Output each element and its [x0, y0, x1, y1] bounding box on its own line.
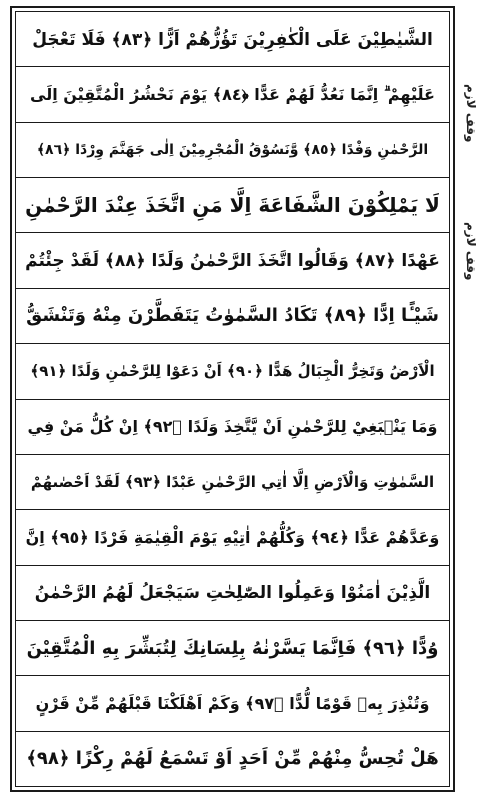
margin-note-waqf-lazim: وقف لازم: [464, 222, 478, 281]
verse-line-2: [16, 67, 449, 122]
verse-line-6: [16, 289, 449, 344]
verse-line-text: الَّذِيْنَ اٰمَنُوْا وَعَمِلُوا الصّٰلِحٰتِ سَيَجْعَلُ لَهُمُ الرَّحْمٰنُ: [34, 582, 431, 603]
verse-line-text: وُدًّا ﴿٩٦﴾ فَاِنَّمَا يَسَّرْنٰهُ بِلِسَانِكَ لِتُبَشِّرَ بِهِ الْمُتَّقِيْنَ: [26, 637, 439, 659]
verse-line-4: [16, 178, 449, 233]
verse-line-text: لَا يَمْلِكُوْنَ الشَّفَاعَةَ اِلَّا مَنِ اتَّخَذَ عِنْدَ الرَّحْمٰنِ: [25, 193, 440, 218]
verse-line-8: [16, 400, 449, 455]
verse-line-1: [16, 12, 449, 67]
verse-line-5: [16, 233, 449, 288]
verse-line-text: عَهْدًا ﴿٨٧﴾ وَقَالُوا اتَّخَذَ الرَّحْمٰنُ وَلَدًا ﴿٨٨﴾ لَقَدْ جِئْتُمْ: [25, 251, 440, 272]
verse-line-text: وَعَدَّهُمْ عَدًّا ﴿٩٤﴾ وَكُلُّهُمْ اٰتِيْهِ يَوْمَ الْقِيٰمَةِ فَرْدًا ﴿٩٥﴾ اِنَّ: [25, 527, 440, 547]
verse-line-9: [16, 455, 449, 510]
page-frame-inner: [15, 11, 450, 787]
margin-notes: [458, 0, 480, 800]
verse-line-text: وَتُنْذِرَ بِهٖ قَوْمًا لُّدًّا ﴿٩٧﴾ وَكَمْ اَهْلَكْنَا قَبْلَهُمْ مِّنْ قَرْنٍ: [35, 693, 430, 713]
verse-line-13: [16, 676, 449, 731]
verse-line-text: عَلَيْهِمْ ۗ اِنَّمَا نَعُدُّ لَهُمْ عَدًّا ﴿٨٤﴾ يَوْمَ نَحْشُرُ الْمُتَّقِيْنَ اِلَى: [30, 84, 435, 104]
verse-line-10: [16, 510, 449, 565]
verse-line-text: السَّمٰوٰتِ وَالْاَرْضِ اِلَّا اٰتِي الرَّحْمٰنِ عَبْدًا ﴿٩٣﴾ لَقَدْ اَحْصٰىهُمْ: [30, 473, 435, 492]
verse-line-text: شَيْـًٔا اِدًّا ﴿٨٩﴾ تَكَادُ السَّمٰوٰتُ يَتَفَطَّرْنَ مِنْهُ وَتَنْشَقُّ: [26, 305, 439, 327]
verse-line-7: [16, 344, 449, 399]
verse-line-text: هَلْ تُحِسُّ مِنْهُمْ مِّنْ اَحَدٍ اَوْ تَسْمَعُ لَهُمْ رِكْزًا ﴿٩٨﴾: [26, 748, 439, 770]
verse-line-text: وَمَا يَنْۢبَغِيْ لِلرَّحْمٰنِ اَنْ يَّتَّخِذَ وَلَدًا ﴿٩٢﴾ اِنْ كُلُّ مَنْ فِي: [27, 417, 438, 437]
verse-line-text: الرَّحْمٰنِ وَفْدًا ﴿٨٥﴾ وَّنَسُوْقُ الْمُجْرِمِيْنَ اِلٰى جَهَنَّمَ وِرْدًا ﴿٨٦﴾: [36, 141, 429, 158]
verse-line-12: [16, 621, 449, 676]
verse-line-3: [16, 123, 449, 178]
margin-note-waqf-lazim: وقف لازم: [464, 84, 478, 143]
page-frame: [10, 6, 455, 792]
verse-line-14: [16, 732, 449, 786]
verse-line-11: [16, 566, 449, 621]
verse-line-text: الشَّيٰطِيْنَ عَلَى الْكٰفِرِيْنَ تَؤُزُّهُمْ اَزًّا ﴿٨٣﴾ فَلَا تَعْجَلْ: [32, 29, 433, 50]
verse-line-text: الْاَرْضُ وَتَخِرُّ الْجِبَالُ هَدًّا ﴿٩٠﴾ اَنْ دَعَوْا لِلرَّحْمٰنِ وَلَدًا ﴿٩١﴾: [30, 362, 435, 381]
verse-lines: [16, 12, 449, 786]
